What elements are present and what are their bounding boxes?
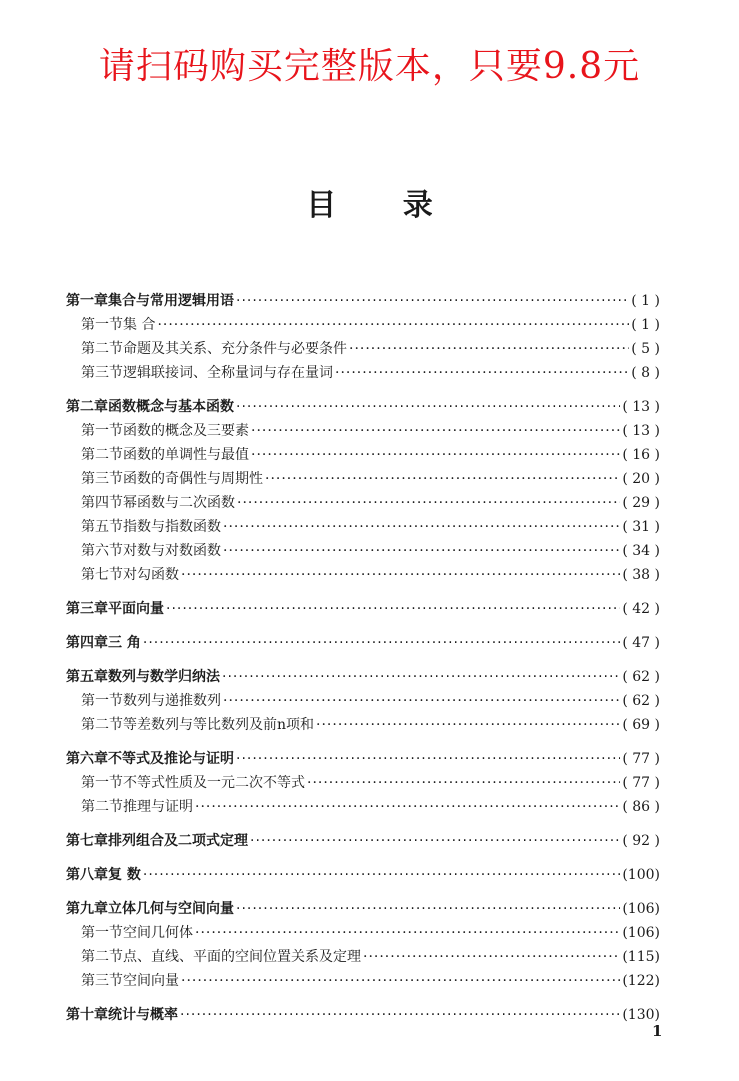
page-ref: ( 86 ) [622,799,660,815]
section-title: 函数的概念及三要素 [123,423,249,439]
page-ref: (100) [622,867,660,883]
page-ref: ( 1 ) [631,317,660,333]
section-label: 第二节 [81,949,123,965]
chapter-group [66,864,660,888]
page-ref: ( 77 ) [622,751,660,767]
dot-leader [316,717,620,733]
section-title: 逻辑联接词、全称量词与存在量词 [123,365,333,381]
chapter-row [66,666,660,690]
dot-leader [180,1007,620,1023]
section-label: 第一节 [81,693,123,709]
page-ref: ( 38 ) [622,567,660,583]
section-title: 函数的单调性与最值 [123,447,249,463]
chapter-group [66,748,660,820]
section-title: 对勾函数 [123,567,179,583]
dot-leader [349,341,629,357]
section-label: 第三节 [81,471,123,487]
dot-leader [250,833,620,849]
page-ref: ( 16 ) [622,447,660,463]
section-label: 第三节 [81,973,123,989]
dot-leader [335,365,629,381]
section-row [66,690,660,714]
section-title: 数列与递推数列 [123,693,221,709]
section-label: 第二节 [81,447,123,463]
chapter-label: 第六章 [66,751,108,767]
table-of-contents [66,290,663,1040]
section-row [66,970,660,994]
section-title: 点、直线、平面的空间位置关系及定理 [123,949,361,965]
section-label: 第七节 [81,567,123,583]
chapter-row [66,864,660,888]
section-label: 第五节 [81,519,123,535]
section-label: 第二节 [81,341,123,357]
chapter-row [66,898,660,922]
chapter-title: 排列组合及二项式定理 [108,833,248,849]
dot-leader [236,901,620,917]
chapter-label: 第三章 [66,601,108,617]
section-row [66,946,660,970]
section-row [66,468,660,492]
dot-leader [166,601,620,617]
dot-leader [251,447,620,463]
page-ref: ( 1 ) [631,293,660,309]
dot-leader [223,519,620,535]
chapter-label: 第二章 [66,399,108,415]
section-label: 第四节 [81,495,123,511]
section-label: 第一节 [81,775,123,791]
dot-leader [251,423,620,439]
dot-leader [223,693,620,709]
dot-leader [265,471,620,487]
chapter-row [66,396,660,420]
page-ref: ( 8 ) [631,365,660,381]
page-ref: (130) [622,1007,660,1023]
page-ref: ( 20 ) [622,471,660,487]
section-row [66,444,660,468]
section-title: 集 合 [123,317,156,333]
chapter-title: 复 数 [108,867,141,883]
chapter-group [66,598,660,622]
chapter-row [66,830,660,854]
dot-leader [195,925,620,941]
section-row [66,714,660,738]
section-title: 幂函数与二次函数 [123,495,235,511]
section-title: 不等式性质及一元二次不等式 [123,775,305,791]
page-ref: ( 34 ) [622,543,660,559]
dot-leader [181,567,620,583]
page-ref: ( 47 ) [622,635,660,651]
chapter-title: 立体几何与空间向量 [108,901,234,917]
chapter-group [66,290,660,386]
chapter-group [66,898,660,994]
page-ref: ( 77 ) [622,775,660,791]
section-title: 空间几何体 [123,925,193,941]
section-label: 第一节 [81,317,123,333]
page-ref: ( 62 ) [622,669,660,685]
dot-leader [195,799,620,815]
chapter-row [66,1004,660,1028]
dot-leader [223,543,620,559]
dot-leader [181,973,620,989]
dot-leader [236,399,620,415]
page-ref: (115) [622,949,660,965]
chapter-title: 集合与常用逻辑用语 [108,293,234,309]
dot-leader [157,317,629,333]
section-row [66,796,660,820]
page-ref: ( 62 ) [622,693,660,709]
section-row [66,772,660,796]
page-ref: ( 92 ) [622,833,660,849]
page-ref: (106) [622,901,660,917]
dot-leader [236,293,629,309]
chapter-group [66,632,660,656]
chapter-label: 第一章 [66,293,108,309]
chapter-label: 第九章 [66,901,108,917]
chapter-title: 函数概念与基本函数 [108,399,234,415]
section-label: 第一节 [81,925,123,941]
dot-leader [236,751,620,767]
section-title: 指数与指数函数 [123,519,221,535]
page-ref: ( 29 ) [622,495,660,511]
section-title: 空间向量 [123,973,179,989]
section-title: 对数与对数函数 [123,543,221,559]
section-row [66,516,660,540]
page-number: 1 [652,1022,663,1040]
dot-leader [143,867,620,883]
section-label: 第六节 [81,543,123,559]
chapter-title: 不等式及推论与证明 [108,751,234,767]
page-ref: (106) [622,925,660,941]
page-ref: ( 13 ) [622,423,660,439]
chapter-title: 平面向量 [108,601,164,617]
section-row [66,492,660,516]
chapter-row [66,598,660,622]
chapter-row [66,632,660,656]
chapter-label: 第四章 [66,635,108,651]
section-row [66,338,660,362]
chapter-label: 第十章 [66,1007,108,1023]
page-title: 目 录 [306,188,461,223]
dot-leader [143,635,620,651]
section-row [66,362,660,386]
section-row [66,564,660,588]
dot-leader [237,495,620,511]
chapter-group [66,830,660,854]
section-title: 等差数列与等比数列及前n项和 [123,717,315,733]
section-label: 第二节 [81,799,123,815]
chapter-title: 三 角 [108,635,141,651]
chapter-group [66,396,660,588]
dot-leader [222,669,620,685]
section-label: 第二节 [81,717,123,733]
chapter-row [66,290,660,314]
dot-leader [363,949,620,965]
section-row [66,420,660,444]
page-ref: ( 69 ) [622,717,660,733]
section-title: 函数的奇偶性与周期性 [123,471,263,487]
chapter-label: 第五章 [66,669,108,685]
section-label: 第三节 [81,365,123,381]
page-ref: ( 31 ) [622,519,660,535]
purchase-banner: 请扫码购买完整版本，只要9.8元 [98,46,641,87]
section-label: 第一节 [81,423,123,439]
chapter-title: 统计与概率 [108,1007,178,1023]
section-row [66,922,660,946]
chapter-label: 第七章 [66,833,108,849]
page-ref: ( 5 ) [631,341,660,357]
chapter-row [66,748,660,772]
section-row [66,314,660,338]
chapter-label: 第八章 [66,867,108,883]
section-title: 推理与证明 [123,799,193,815]
section-row [66,540,660,564]
dot-leader [307,775,620,791]
section-title: 命题及其关系、充分条件与必要条件 [123,341,347,357]
chapter-title: 数列与数学归纳法 [108,669,220,685]
page-ref: ( 42 ) [622,601,660,617]
page-ref: (122) [622,973,660,989]
chapter-group [66,1004,660,1028]
chapter-group [66,666,660,738]
page-ref: ( 13 ) [622,399,660,415]
